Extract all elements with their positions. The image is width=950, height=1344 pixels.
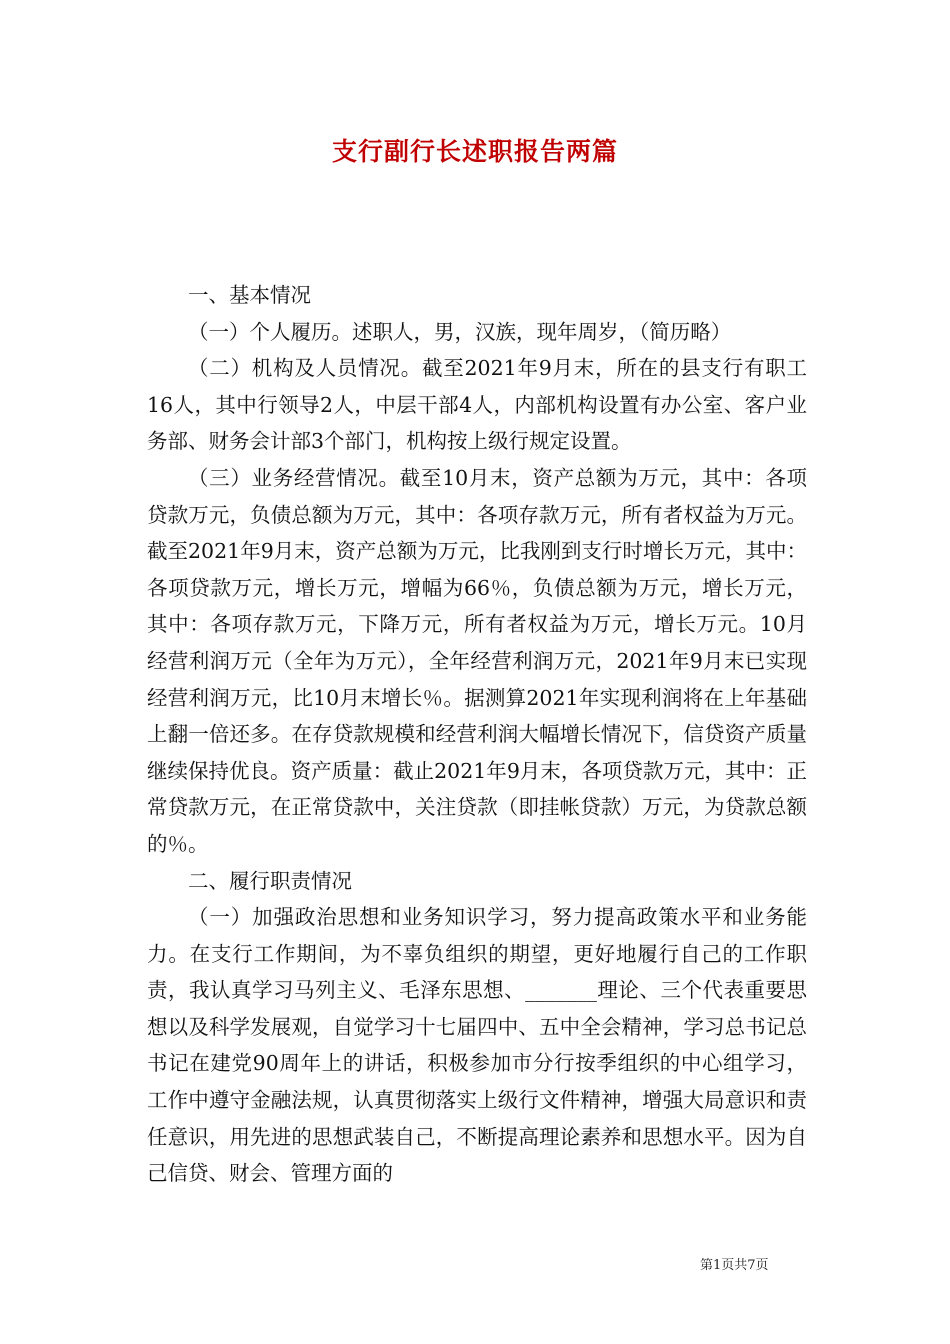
paragraph-business-operations: （三）业务经营情况。截至10月末，资产总额为万元，其中：各项贷款万元，负债总额为万元，其中：各项存款万元，所有者权益为万元。截至2021年9月末，资产总额为万元，比我刚到支行时增长万元，其中：各项贷款万元，增长万元，增幅为66％，负债总额为万元，增长万元，其中：各项存款万元，下降万元，所有者权益为万元，增长万元。10月经营利润万元（全年为万元），全年经营利润万元，2021年9月末已实现经营利润万元，比10月末增长％。据测算2021年实现利润将在上年基础上翻一倍还多。在存贷款规模和经营利润大幅增长情况下，信贷资产质量继续保持优良。资产质量：截止2021年9月末，各项贷款万元，其中：正常贷款万元，在正常贷款中，关注贷款（即挂帐贷款）万元，为贷款总额的％。: [147, 465, 807, 856]
section-heading-basic-info: 一、基本情况: [188, 283, 311, 307]
section-heading-duties: 二、履行职责情况: [188, 868, 352, 893]
paragraph-personal-history: （一）个人履历。述职人，男，汉族，现年周岁，（简历略）: [188, 319, 732, 344]
page-indicator: 第1页共7页: [700, 1258, 769, 1273]
document-title: 支行副行长述职报告两篇: [331, 137, 618, 166]
document-body: [147, 277, 807, 1192]
paragraph-political-study: （一）加强政治思想和业务知识学习，努力提高政策水平和业务能力。在支行工作期间，为不辜负组织的期望，更好地履行自己的工作职责，我认真学习马列主义、毛泽东思想、_______理论、三个代表重要思想以及科学发展观，自觉学习十七届四中、五中全会精神，学习总书记总书记在建党90周年上的讲话，积极参加市分行按季组织的中心组学习，工作中遵守金融法规，认真贯彻落实上级行文件精神，增强大局意识和责任意识，用先进的思想武装自己，不断提高理论素养和思想水平。因为自己信贷、财会、管理方面的: [147, 905, 807, 1186]
paragraph-organization-staff: （二）机构及人员情况。截至2021年9月末，所在的县支行有职工16人，其中行领导2人，中层干部4人，内部机构设置有办公室、客户业务部、财务会计部3个部门，机构按上级行规定设置。: [147, 356, 807, 454]
